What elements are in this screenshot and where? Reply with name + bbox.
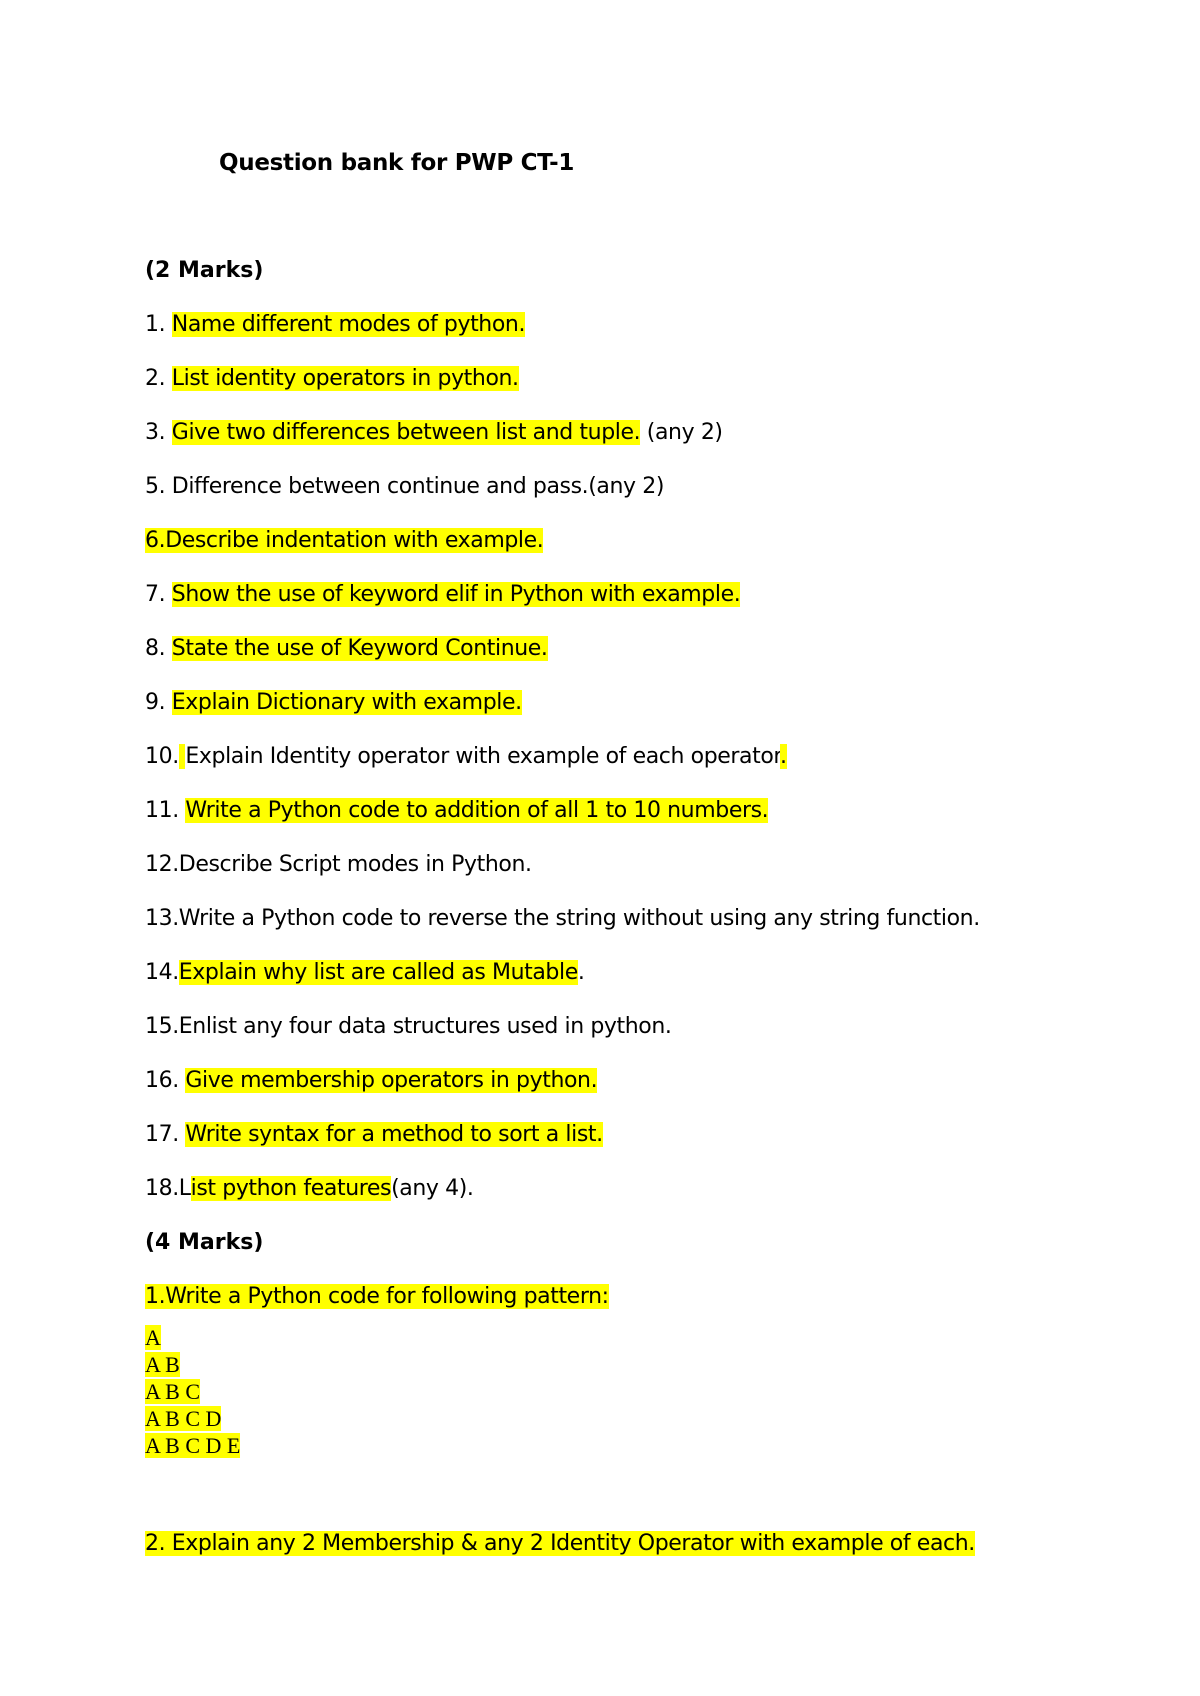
section-heading-2-marks: (2 Marks) — [145, 258, 264, 283]
question-2m-13: 13.Write a Python code to reverse the string without using any string function. — [145, 906, 980, 931]
question-number: 9. — [145, 690, 172, 715]
pattern-row-text: A — [145, 1325, 161, 1350]
question-2m-2 — [145, 364, 519, 394]
pattern-row — [145, 1351, 240, 1378]
question-2m-17 — [145, 1120, 603, 1150]
question-number: 16. — [145, 1068, 186, 1093]
question-2m-3 — [145, 418, 723, 448]
question-2m-14 — [145, 958, 584, 988]
pattern-row — [145, 1432, 240, 1459]
question-note: (any 2) — [640, 420, 723, 445]
question-text: Explain Identity operator with example of each operator — [185, 744, 781, 769]
question-note: . — [577, 960, 585, 985]
pattern-block — [145, 1324, 240, 1459]
question-2m-18 — [145, 1174, 474, 1204]
question-text: List identity operators in python. — [171, 366, 519, 391]
pattern-row-text: A B C D — [145, 1406, 222, 1431]
question-2m-11 — [145, 796, 768, 826]
question-text: 1.Write a Python code for following pattern: — [145, 1284, 609, 1309]
question-text: Explain why list are called as Mutable — [178, 960, 578, 985]
question-number: 11. — [145, 798, 186, 823]
question-2m-8 — [145, 634, 548, 664]
question-note: (any 4). — [391, 1176, 474, 1201]
pattern-row — [145, 1378, 240, 1405]
pattern-row-text: A B — [145, 1352, 180, 1377]
pattern-row-text: A B C — [145, 1379, 201, 1404]
question-number: 17. — [145, 1122, 186, 1147]
pattern-row-text: A B C D E — [145, 1433, 241, 1458]
question-2m-6 — [145, 526, 543, 556]
question-number: 7. — [145, 582, 172, 607]
question-number: 10. — [145, 744, 179, 769]
question-number: 14. — [145, 960, 179, 985]
question-text: 2. Explain any 2 Membership & any 2 Identity Operator with example of each. — [145, 1531, 975, 1556]
question-number: 2. — [145, 366, 172, 391]
question-2m-9 — [145, 688, 522, 718]
question-4m-1 — [145, 1282, 609, 1312]
question-text: Give two differences between list and tuple. — [171, 420, 641, 445]
question-number: 18.L — [145, 1176, 191, 1201]
pattern-row — [145, 1405, 240, 1432]
question-2m-16 — [145, 1066, 597, 1096]
question-4m-2 — [145, 1529, 975, 1559]
question-2m-15: 15.Enlist any four data structures used in python. — [145, 1014, 672, 1039]
question-text: Name different modes of python. — [171, 312, 526, 337]
question-2m-5: 5. Difference between continue and pass.(any 2) — [145, 474, 665, 499]
question-2m-7 — [145, 580, 740, 610]
question-text: Write syntax for a method to sort a list. — [185, 1122, 603, 1147]
pattern-row — [145, 1324, 240, 1351]
question-text: Show the use of keyword elif in Python with example. — [171, 582, 741, 607]
section-heading-4-marks: (4 Marks) — [145, 1230, 264, 1255]
question-text: State the use of Keyword Continue. — [171, 636, 548, 661]
question-2m-1 — [145, 310, 525, 340]
question-text: Write a Python code to addition of all 1 to 10 numbers. — [185, 798, 769, 823]
question-number: 1. — [145, 312, 172, 337]
question-text: ist python features — [190, 1176, 392, 1201]
question-text: 6.Describe indentation with example. — [145, 528, 544, 553]
question-number: 3. — [145, 420, 172, 445]
question-2m-10 — [145, 742, 787, 772]
question-2m-12: 12.Describe Script modes in Python. — [145, 852, 532, 877]
question-text: Explain Dictionary with example. — [171, 690, 522, 715]
question-highlight-period: . — [780, 744, 787, 769]
question-text: Give membership operators in python. — [185, 1068, 598, 1093]
document-title: Question bank for PWP CT-1 — [219, 150, 575, 176]
question-number: 8. — [145, 636, 172, 661]
